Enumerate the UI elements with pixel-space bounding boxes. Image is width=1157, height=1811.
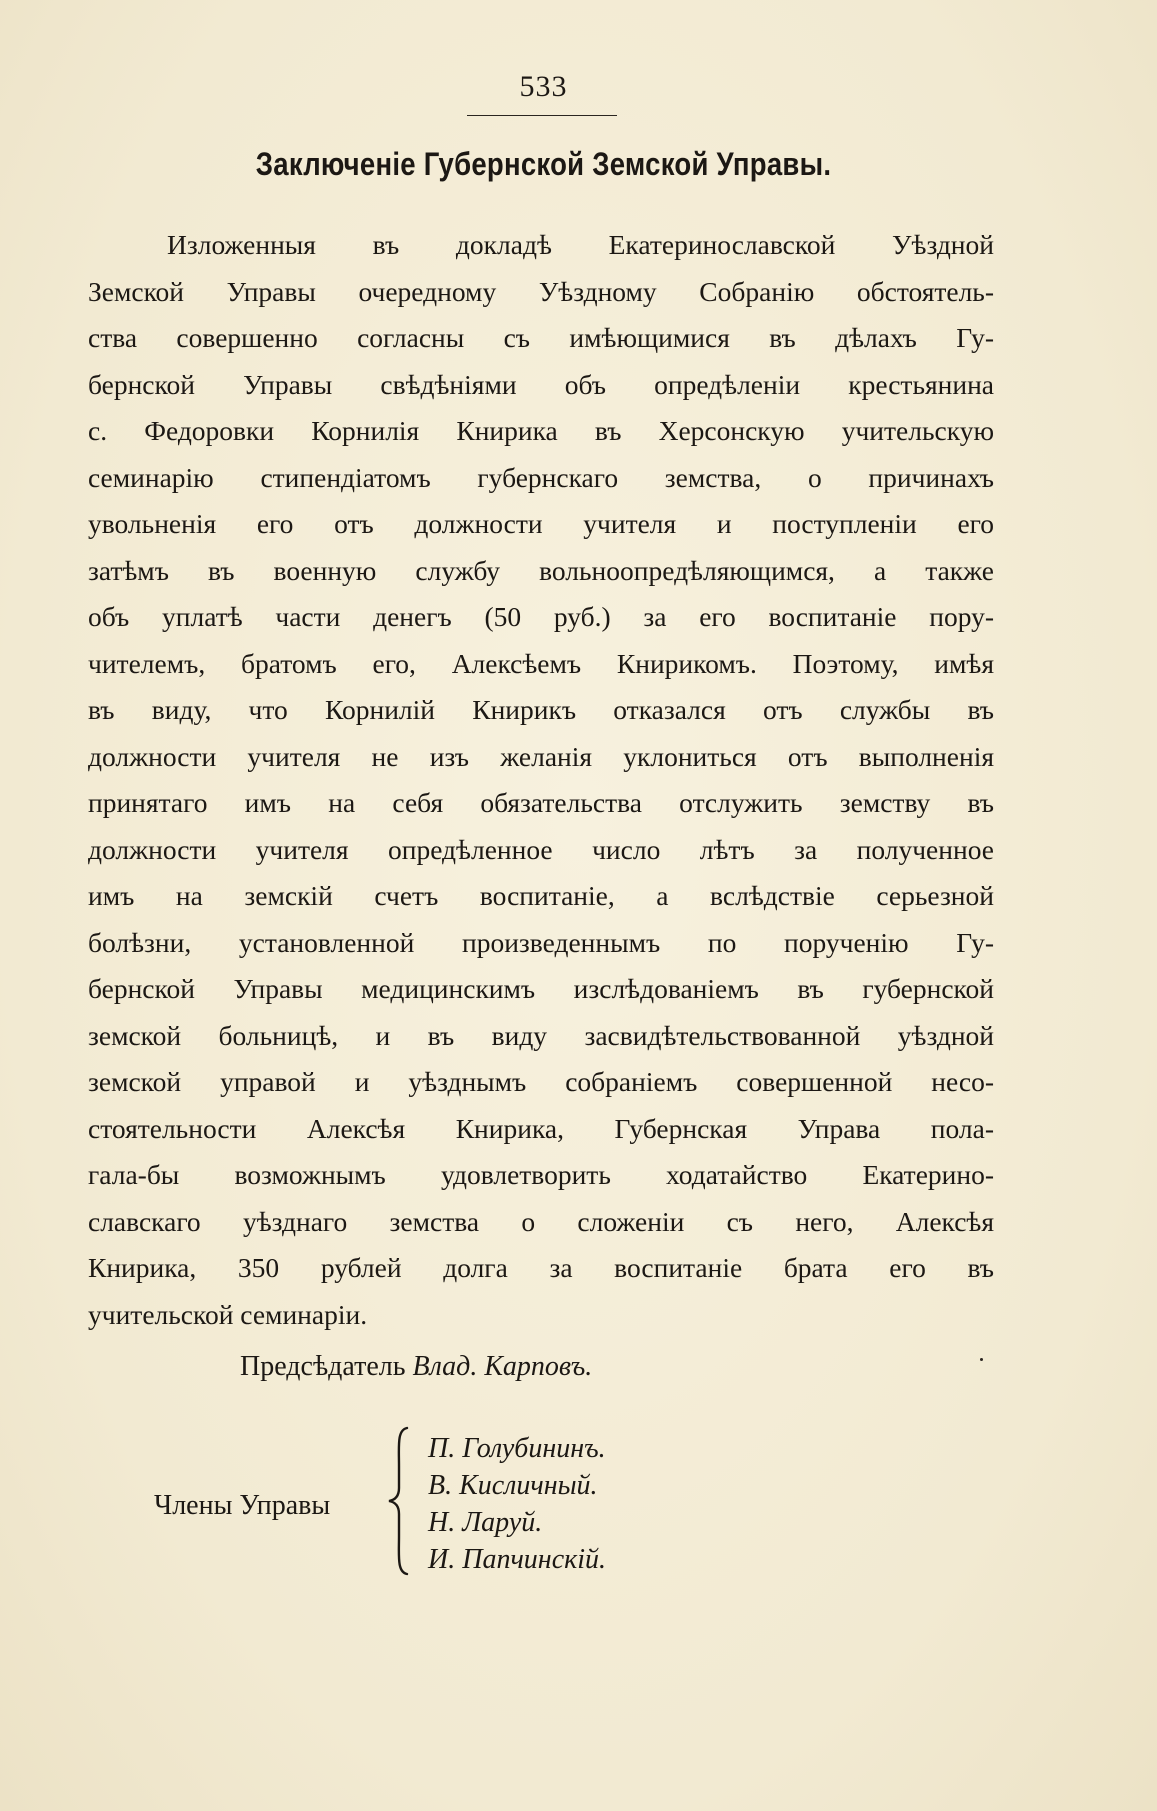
curly-brace-icon [385, 1426, 415, 1576]
body-paragraph [88, 222, 994, 1338]
text-line: стоятельности Алексѣя Книрика, Губернская Управа пола- [88, 1112, 994, 1144]
text-line: должности учителя не изъ желанія уклониться отъ выполненія [88, 740, 994, 772]
text-line: должности учителя опредѣленное число лѣтъ за полученное [88, 833, 994, 865]
chairman-name: Влад. Карповъ. [412, 1351, 593, 1382]
members-label: Члены Управы [154, 1490, 331, 1521]
text-line: болѣзни, установленной произведеннымъ по порученію Гу- [88, 926, 994, 958]
text-line: затѣмъ въ военную службу вольноопредѣляющимся, а также [88, 554, 994, 586]
stray-dot [980, 1358, 983, 1361]
member-name: В. Кисличный. [428, 1470, 598, 1501]
text-line: ства совершенно согласны съ имѣющимися въ дѣлахъ Гу- [88, 322, 994, 353]
members-list [428, 1430, 606, 1578]
page-number-rule [467, 115, 617, 116]
text-line: Книрика, 350 рублей долга за воспитаніе брата его въ [88, 1252, 994, 1283]
text-line: принятаго имъ на себя обязательства отслужить земству въ [88, 787, 994, 818]
page-number: 533 [519, 70, 568, 103]
text-line: с. Федоровки Корнилія Книрика въ Херсонскую учительскую [88, 415, 994, 446]
text-line: Земской Управы очередному Уѣздному Собранію обстоятель- [88, 275, 994, 307]
section-title: Заключеніе Губернской Земской Управы. [255, 146, 832, 182]
text-line: имъ на земскій счетъ воспитаніе, а вслѣдствіе серьезной [88, 880, 994, 911]
text-line: бернской Управы медицинскимъ изслѣдованіемъ въ губернской [88, 973, 994, 1004]
text-line: чителемъ, братомъ его, Алексѣемъ Книрикомъ. Поэтому, имѣя [88, 647, 994, 679]
text-line: земской больницѣ, и въ виду засвидѣтельствованной уѣздной [88, 1019, 994, 1051]
text-line: объ уплатѣ части денегъ (50 руб.) за его воспитаніе пору- [88, 601, 994, 632]
text-line: Изложенныя въ докладѣ Екатеринославской Уѣздной [167, 229, 994, 260]
text-line: увольненія его отъ должности учителя и поступленіи его [88, 508, 994, 539]
text-line: семинарію стипендіатомъ губернскаго земства, о причинахъ [88, 461, 994, 493]
text-line: въ виду, что Корнилій Книрикъ отказался отъ службы въ [88, 694, 994, 725]
chairman-signature [240, 1351, 592, 1383]
text-line: бернской Управы свѣдѣніями объ опредѣленіи крестьянина [88, 368, 994, 400]
text-line: земской управой и уѣзднымъ собраніемъ совершенной несо- [88, 1066, 994, 1097]
text-line: славскаго уѣзднаго земства о сложеніи съ него, Алексѣя [88, 1205, 994, 1237]
member-name: Н. Ларуй. [428, 1507, 543, 1538]
member-name: И. Папчинскій. [428, 1544, 606, 1575]
chairman-label: Предсѣдатель [240, 1351, 406, 1382]
text-line: гала-бы возможнымъ удовлетворить ходатайство Екатерино- [88, 1159, 994, 1190]
member-name: П. Голубининъ. [428, 1433, 606, 1464]
text-line: учительской семинаріи. [88, 1298, 368, 1330]
